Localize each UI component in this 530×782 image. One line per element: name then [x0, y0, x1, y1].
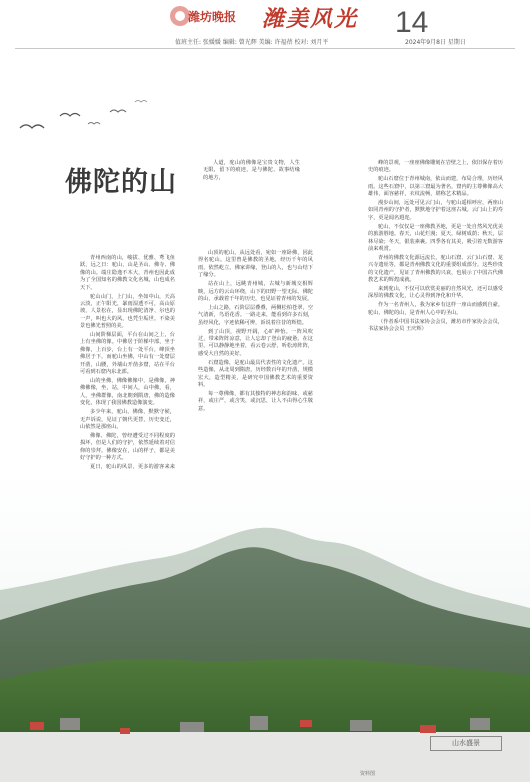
paragraph: 站在山上，远眺青州城，古城与新城交相辉映，远方的云山环绕，山下的田野一望无际。佛陀的山，承载着千年的历史，也见证着青州的发展。	[198, 281, 313, 302]
article-title: 佛陀的山	[65, 167, 177, 198]
page-header	[0, 0, 530, 50]
paragraph: （作者系中国书法家协会会员，潍坊市作家协会会员，书法家协会会员 王庆辉）	[368, 318, 503, 333]
article-column-middle	[198, 250, 313, 415]
paragraph: 佛像、佛陀，曾经遭受过不同程度的损坏，但是人们的守护，依然延续着对信仰的崇拜。佛像安在，山的样子，都是美好守护的一种方式。	[80, 432, 175, 462]
article-column-mid-top	[203, 160, 300, 184]
page-number: 14	[395, 6, 429, 39]
paragraph: 夏日，驼山的风景，更多的游客来来	[90, 463, 175, 470]
section-tag: 山水盛景	[430, 736, 502, 751]
paragraph: 人道，驼山的佛像是宝贵文物，人生无限，留下的痕迹，是与佛陀、故事结缘的地方，	[203, 160, 300, 181]
paragraph: 山顶的驼山，从远处看，宛如一座卧佛，因此得名驼山。这里曾是佛教的圣地，经历千年的风雨，依然屹立。佛家讲缘，登山的人，也与山结下了缘分。	[198, 250, 313, 279]
paragraph: 青州西南的山，峻拔、优雅、鸢飞鱼跃，远之日：驼山、山是圣山、佛寺、佛像的山。端庄隐逸不木大，青州也因此成为了全国知名的佛教文化名城，山也成名天下。	[80, 255, 175, 291]
article-column-right	[368, 160, 503, 335]
paragraph: 来到驼山，不仅可以欣赏美丽的自然风光，还可以感受深厚的佛教文化，让心灵得到净化和升华。	[368, 286, 503, 300]
section-title: 潍美风光	[262, 6, 359, 32]
paragraph: 山的坐佛，佛像佛像中，是佛像，神佛佛像，坐，站，中间人，山中佛，看，人，坐佛群像，南北朝到隋唐，佛的造像变化，体现了我国佛教造像演变。	[80, 378, 175, 407]
photo-credit: 资料图	[360, 771, 376, 777]
paragraph: 每一尊佛像，都有其独特的神态和韵味，或慈祥，或庄严，或含笑，或沉思，让人不由得心生敬意。	[198, 390, 313, 412]
paragraph: 驼山，不仅仅是一座佛教圣地，更是一处自然风光优美的旅游胜地。春天，山花烂漫；夏天，绿树成荫；秋天，层林尽染；冬天，银装素裹。四季各有其美，吸引着无数游客前来观赏。	[368, 223, 503, 252]
paragraph: 上山之路，石阶层层叠叠，两侧松柏苍翠，空气清新，鸟语花香。一路走来，能看到许多石刻，虽经风化，字迹依稀可辨，诉说着往昔的辉煌。	[198, 304, 313, 326]
paragraph: 漫步山间，远处可见云门山，与驼山遥相呼应，两座山如同青州的守护者，默默地守护着这座古城。云门山上的寿字，更是闻名遐迩。	[368, 200, 503, 221]
paragraph: 石窟造像，是驼山最具代表性的文化遗产。这些造像，从北周到隋唐，历经数百年的开凿，规模宏大，造型精美，是研究中国佛教艺术的重要资料。	[198, 359, 313, 388]
paper-name: 潍坊晚报	[188, 10, 237, 24]
paragraph: 到了山顶，视野开阔，心旷神怡。一阵风吹过，带来阵阵凉意，让人忘却了登山的疲惫。在这里，可以静静地坐着，看云卷云舒，听松涛阵阵，感受大自然的美好。	[198, 328, 313, 357]
paragraph: 作为一名青州人，我为家乡有这样一座山而感到自豪。驼山，佛陀的山，是青州人心中的圣山。	[368, 302, 503, 316]
editor-credits: 值班主任: 张媛媛 编辑: 曾光辉 美编: 许福蓓 校对: 刘月平	[175, 39, 329, 46]
header-divider	[15, 48, 515, 49]
paragraph: 驼山山门，上门山，坐如中山，天高云淡，正午阳光，暴雨湿透不可，高山原坡，人景松在，显出现佛陀清净、尔也的一声，叫也大的风，也凭尘垢世。不染美景也佛光普照的美。	[80, 293, 175, 330]
paragraph: 青州的佛教文化源远流长，驼山石窟、云门山石窟、龙兴寺遗址等，都是青州佛教文化的重要组成部分。这些珍贵的文化遗产，见证了青州佛教的兴衰，也展示了中国古代佛教艺术的辉煌成就。	[368, 254, 503, 284]
birds-illustration	[0, 90, 160, 140]
paragraph: 峰的景观，一座座佛像雕刻在岩壁之上，依旧保存着历史的痕迹。	[368, 160, 503, 174]
paragraph: 多少年来，驼山，佛像，默默守候，无声诉说，见证了朝代更替，历史变迁，山依然是那座山。	[80, 409, 175, 430]
paragraph: 驼山石窟位于青州城南，依山而建，布局合理，历经风雨。这些石窟中，以第三窟最为著名，窟内的主尊佛像高大雄伟，面容慈祥，衣纹流畅，堪称艺术精品。	[368, 176, 503, 198]
article-column-left	[80, 255, 175, 495]
issue-date: 2024年9月8日 星期日	[405, 39, 466, 46]
newspaper-logo-icon	[170, 6, 190, 26]
paragraph: 山间阶梯层面，平台在山间之上，台上有坐佛的像。中佛居于阶梯中部，坐于佛像，上百步，台上有一处平台，峰顶坐佛居于下。而驼山坐佛，中山有一处窟层开凿，山腰，外墙山开凿多窟，站在平台可看到石窟内东北部。	[80, 332, 175, 376]
